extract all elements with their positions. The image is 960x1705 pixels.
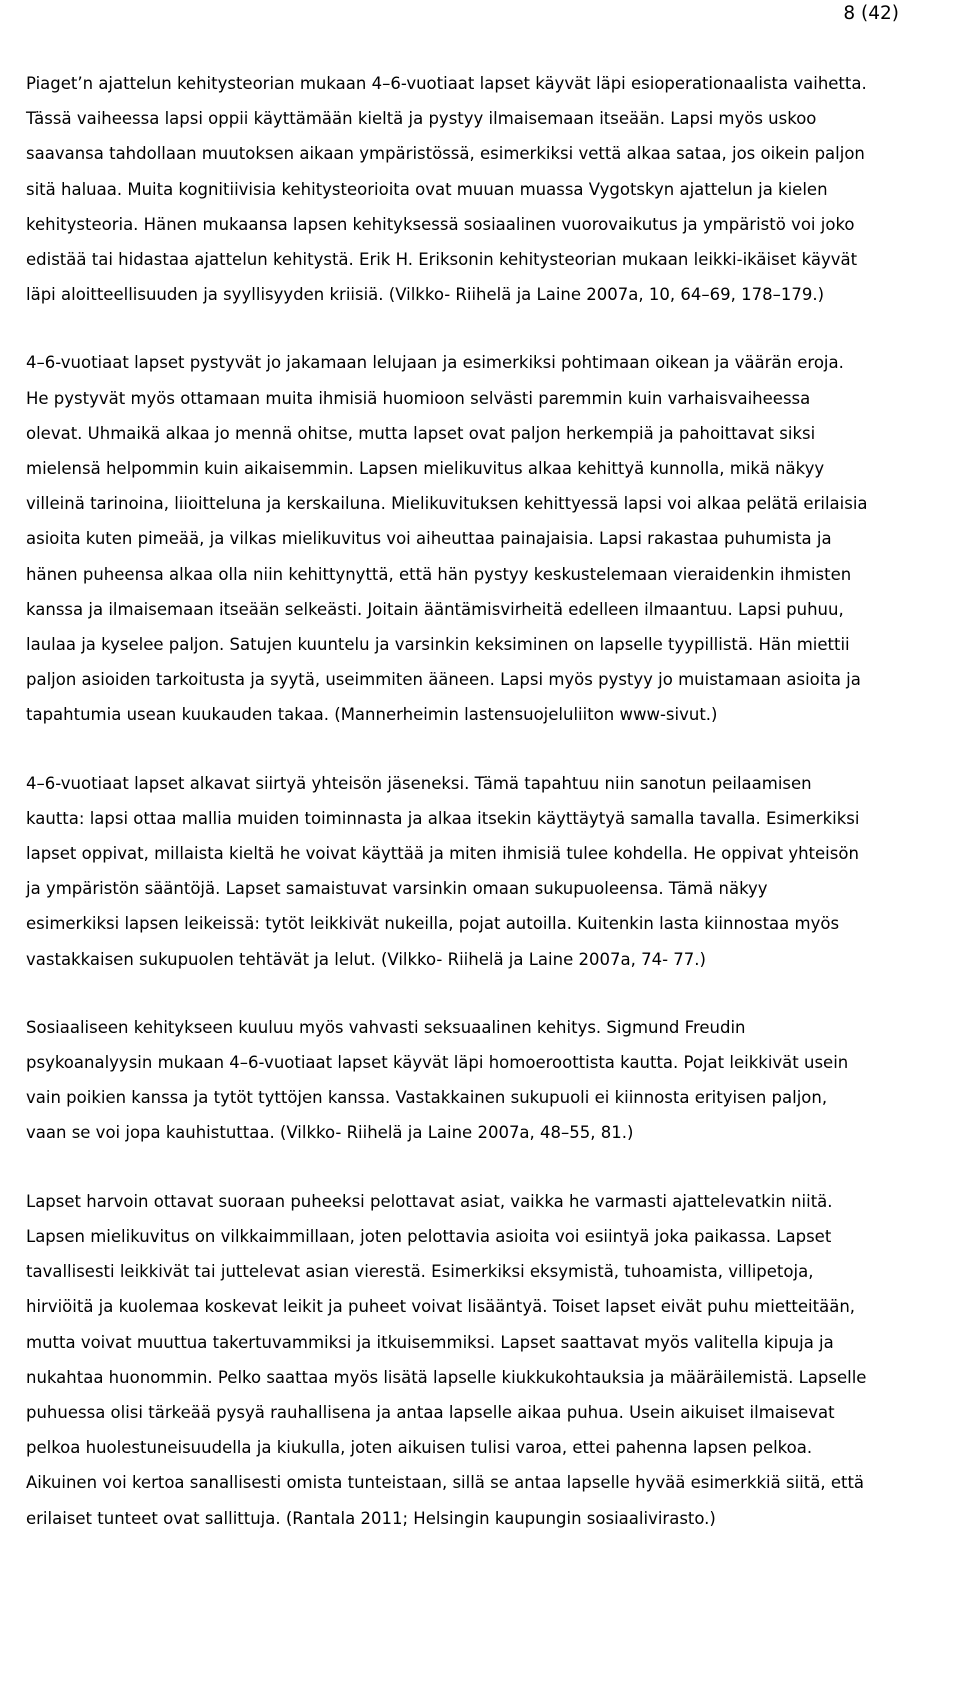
text-line: vain poikien kanssa ja tytöt tyttöjen kanssa. Vastakkainen sukupuoli ei kiinnosta erityisen paljon, <box>26 1088 828 1108</box>
text-line: mielensä helpommin kuin aikaisemmin. Lapsen mielikuvitus alkaa kehittyä kunnolla, mikä näkyy <box>26 459 825 479</box>
text-line: lapset oppivat, millaista kieltä he voivat käyttää ja miten ihmisiä tulee kohdella. He oppivat yhteisön <box>26 844 859 864</box>
text-line: paljon asioiden tarkoitusta ja syytä, useimmiten ääneen. Lapsi myös pystyy jo muistamaan asioita ja <box>26 670 861 690</box>
text-line: tapahtumia usean kuukauden takaa. (Mannerheimin lastensuojeluliiton www-sivut.) <box>26 705 718 725</box>
text-line: He pystyvät myös ottamaan muita ihmisiä huomioon selvästi paremmin kuin varhaisvaiheessa <box>26 388 811 408</box>
text-line: esimerkiksi lapsen leikeissä: tytöt leikkivät nukeilla, pojat autoilla. Kuitenkin lasta kiinnostaa myös <box>26 914 840 934</box>
text-line: asioita kuten pimeää, ja vilkas mielikuvitus voi aiheuttaa painajaisia. Lapsi rakastaa puhumista ja <box>26 529 832 549</box>
text-line: kautta: lapsi ottaa mallia muiden toiminnasta ja alkaa itsekin käyttäytyä samalla tavalla. Esimerkiksi <box>26 808 860 828</box>
text-line: Aikuinen voi kertoa sanallisesti omista tunteistaan, sillä se antaa lapselle hyvää esimerkkiä siitä, että <box>26 1473 865 1493</box>
text-line: tavallisesti leikkivät tai juttelevat asian vierestä. Esimerkiksi eksymistä, tuhoamista, villipetoja, <box>26 1262 814 1282</box>
paragraph-emotional-development <box>26 345 941 732</box>
text-line: villeinä tarinoina, liioitteluna ja kerskailuna. Mielikuvituksen kehittyessä lapsi voi alkaa pelätä erilaisia <box>26 494 868 514</box>
text-line: ja ympäristön sääntöjä. Lapset samaistuvat varsinkin omaan sukupuoleensa. Tämä näkyy <box>26 879 768 899</box>
text-line: mutta voivat muuttua takertuvammiksi ja itkuisemmiksi. Lapset saattavat myös valitella kipuja ja <box>26 1332 834 1352</box>
text-line: puhuessa olisi tärkeää pysyä rauhallisena ja antaa lapselle aikaa puhua. Usein aikuiset ilmaisevat <box>26 1402 835 1422</box>
text-line: saavansa tahdollaan muutoksen aikaan ympäristössä, esimerkiksi vettä alkaa sataa, jos oikein paljon <box>26 144 865 164</box>
text-line: hirviöitä ja kuolemaa koskevat leikit ja puheet voivat lisääntyä. Toiset lapset eivät puhu mietteitään, <box>26 1297 856 1317</box>
text-line: laulaa ja kyselee paljon. Satujen kuuntelu ja varsinkin keksiminen on lapselle tyypillistä. Hän miettii <box>26 635 850 655</box>
text-line: Lapset harvoin ottavat suoraan puheeksi pelottavat asiat, vaikka he varmasti ajattelevatkin niitä. <box>26 1191 833 1211</box>
paragraph-social-development <box>26 766 941 977</box>
text-line: olevat. Uhmaikä alkaa jo mennä ohitse, mutta lapset ovat paljon herkempiä ja pahoittavat siksi <box>26 423 816 443</box>
text-line: pelkoa huolestuneisuudella ja kiukulla, joten aikuisen tulisi varoa, ettei pahenna lapsen pelkoa. <box>26 1438 813 1458</box>
paragraph-fears <box>26 1184 941 1536</box>
text-line: Sosiaaliseen kehitykseen kuuluu myös vahvasti seksuaalinen kehitys. Sigmund Freudin <box>26 1017 746 1037</box>
text-line: psykoanalyysin mukaan 4–6-vuotiaat lapset käyvät läpi homoeroottista kautta. Pojat leikkivät usein <box>26 1053 849 1073</box>
text-line: kanssa ja ilmaisemaan itseään selkeästi. Joitain ääntämisvirheitä edelleen ilmaantuu. Lapsi puhuu, <box>26 599 844 619</box>
text-line: vaan se voi jopa kauhistuttaa. (Vilkko- Riihelä ja Laine 2007a, 48–55, 81.) <box>26 1123 634 1143</box>
page-number: 8 (42) <box>843 3 899 24</box>
text-line: vastakkaisen sukupuolen tehtävät ja lelut. (Vilkko- Riihelä ja Laine 2007a, 74- 77.) <box>26 949 706 969</box>
text-line: Tässä vaiheessa lapsi oppii käyttämään kieltä ja pystyy ilmaisemaan itseään. Lapsi myös uskoo <box>26 109 817 129</box>
paragraph-cognitive-development <box>26 66 941 312</box>
text-line: kehitysteoria. Hänen mukaansa lapsen kehityksessä sosiaalinen vuorovaikutus ja ympäristö voi joko <box>26 214 855 234</box>
text-line: hänen puheensa alkaa olla niin kehittynyttä, että hän pystyy keskustelemaan vieraidenkin ihmisten <box>26 564 852 584</box>
text-line: sitä haluaa. Muita kognitiivisia kehitysteorioita ovat muuan muassa Vygotskyn ajattelun ja kielen <box>26 179 828 199</box>
text-line: erilaiset tunteet ovat sallittuja. (Rantala 2011; Helsingin kaupungin sosiaalivirasto.) <box>26 1508 716 1528</box>
document-body <box>26 66 941 1536</box>
text-line: nukahtaa huonommin. Pelko saattaa myös lisätä lapselle kiukkukohtauksia ja määräilemistä. Lapselle <box>26 1367 867 1387</box>
text-line: Lapsen mielikuvitus on vilkkaimmillaan, joten pelottavia asioita voi esiintyä joka paikassa. Lapset <box>26 1226 832 1246</box>
text-line: Piaget’n ajattelun kehitysteorian mukaan 4–6-vuotiaat lapset käyvät läpi esioperationaalista vaihetta. <box>26 74 867 93</box>
paragraph-sexual-development <box>26 1010 941 1151</box>
text-line: edistää tai hidastaa ajattelun kehitystä. Erik H. Eriksonin kehitysteorian mukaan leikki-ikäiset käyvät <box>26 250 858 270</box>
text-line: 4–6-vuotiaat lapset pystyvät jo jakamaan lelujaan ja esimerkiksi pohtimaan oikean ja väärän eroja. <box>26 353 844 373</box>
text-line: 4–6-vuotiaat lapset alkavat siirtyä yhteisön jäseneksi. Tämä tapahtuu niin sanotun peilaamisen <box>26 773 812 793</box>
text-line: läpi aloitteellisuuden ja syyllisyyden kriisiä. (Vilkko- Riihelä ja Laine 2007a, 10, 64–69, 178–179.) <box>26 285 825 305</box>
